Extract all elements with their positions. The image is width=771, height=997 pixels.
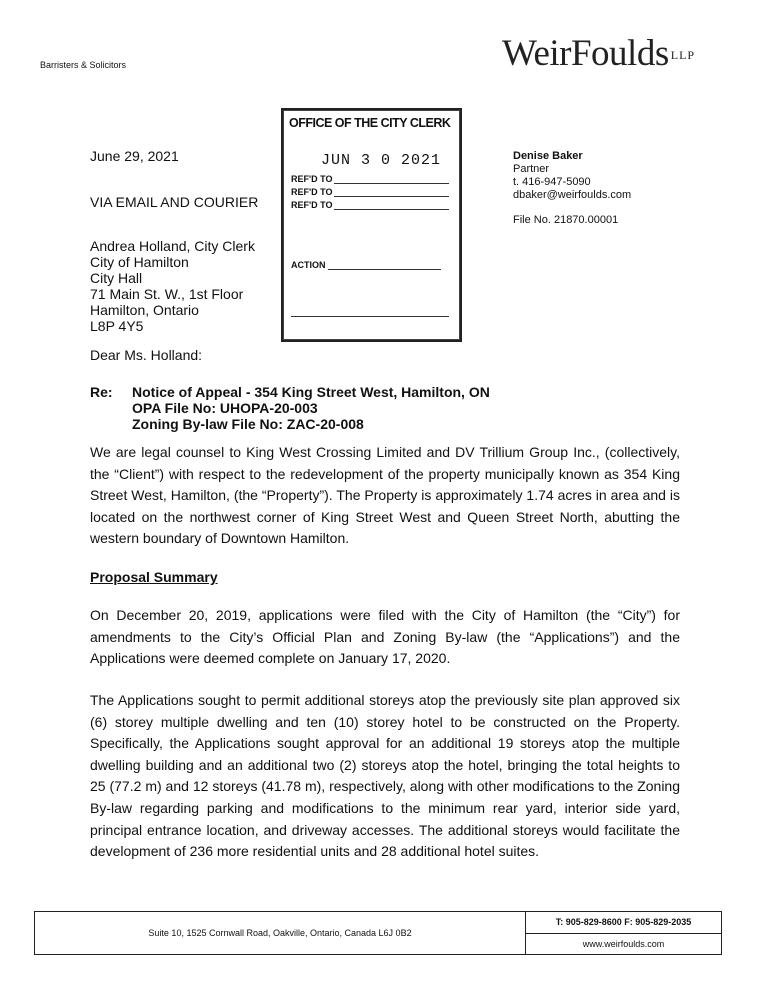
re-label: Re: (90, 384, 113, 400)
stamp-action-row: ACTION (291, 260, 441, 270)
section-heading: Proposal Summary (90, 569, 218, 585)
stamp-row: REF'D TO (291, 174, 449, 184)
stamp-title: OFFICE OF THE CITY CLERK (289, 116, 451, 130)
stamp-row: REF'D TO (291, 200, 449, 210)
file-number: File No. 21870.00001 (513, 214, 619, 226)
stamp-row: REF'D TO (291, 187, 449, 197)
footer-phones: T: 905-829-8600 F: 905-829-2035 (526, 912, 721, 934)
re-line: Zoning By-law File No: ZAC-20-008 (132, 416, 364, 432)
logo-suffix: LLP (670, 48, 696, 62)
recipient-address (90, 238, 255, 334)
delivery-method: VIA EMAIL AND COURIER (90, 194, 259, 210)
clerk-received-stamp (281, 108, 462, 342)
logo-text: WeirFoulds (502, 33, 669, 74)
sender-title: Partner (513, 163, 550, 175)
sender-name: Denise Baker (513, 150, 583, 162)
recipient-line: City Hall (90, 270, 143, 286)
letter-date: June 29, 2021 (90, 148, 179, 164)
recipient-line: 71 Main St. W., 1st Floor (90, 286, 244, 302)
sender-phone: t. 416-947-5090 (513, 176, 591, 188)
recipient-line: Andrea Holland, City Clerk (90, 238, 255, 254)
recipient-line: L8P 4Y5 (90, 318, 144, 334)
firm-tagline: Barristers & Solicitors (40, 60, 127, 70)
firm-logo (502, 32, 695, 75)
stamp-divider (291, 316, 449, 317)
paragraph-intro: We are legal counsel to King West Crossing Limited and DV Trillium Group Inc., (collectively, the “Client”) with respect to the redevelopment of the property municipally known as 354 King Street West, Hamilton, (the “Property”). The Property is approximately 1.74 acres in area and is located on the northwest corner of King Street West and Queen Street North, abutting the western boundary of Downtown Hamilton. (90, 444, 680, 547)
sender-block (513, 150, 631, 227)
footer (34, 911, 722, 955)
stamp-routing (291, 174, 449, 210)
re-line: Notice of Appeal - 354 King Street West, Hamilton, ON (132, 384, 490, 400)
recipient-line: City of Hamilton (90, 254, 189, 270)
re-subject (132, 384, 490, 432)
stamp-date: JUN 3 0 2021 (321, 152, 442, 169)
paragraph-proposal: The Applications sought to permit additional storeys atop the previously site plan approved six (6) storey multiple dwelling and ten (10) storey hotel to be constructed on the Property. Specifically, the Applications sought approval for an additional 19 storeys atop the multiple dwelling building and an additional two (2) storeys atop the hotel, bringing the total heights to 25 (77.2 m) and 12 storeys (41.78 m), respectively, along with other modifications to the Zoning By-law regarding parking and modifications to the minimum rear yard, interior side yard, principal entrance location, and driveway accesses. The additional storeys would facilitate the development of 236 more residential units and 28 additional hotel suites. (90, 692, 680, 860)
recipient-line: Hamilton, Ontario (90, 302, 199, 318)
footer-contact (526, 912, 721, 954)
paragraph-applications: On December 20, 2019, applications were filed with the City of Hamilton (the “City”) for amendments to the City’s Official Plan and Zoning By-law (the “Applications”) and the Applications were deemed complete on January 17, 2020. (90, 607, 680, 667)
footer-address: Suite 10, 1525 Cornwall Road, Oakville, Ontario, Canada L6J 0B2 (35, 912, 526, 954)
sender-email: dbaker@weirfoulds.com (513, 189, 632, 201)
footer-website: www.weirfoulds.com (582, 938, 665, 949)
salutation: Dear Ms. Holland: (90, 347, 203, 363)
re-line: OPA File No: UHOPA-20-003 (132, 400, 318, 416)
